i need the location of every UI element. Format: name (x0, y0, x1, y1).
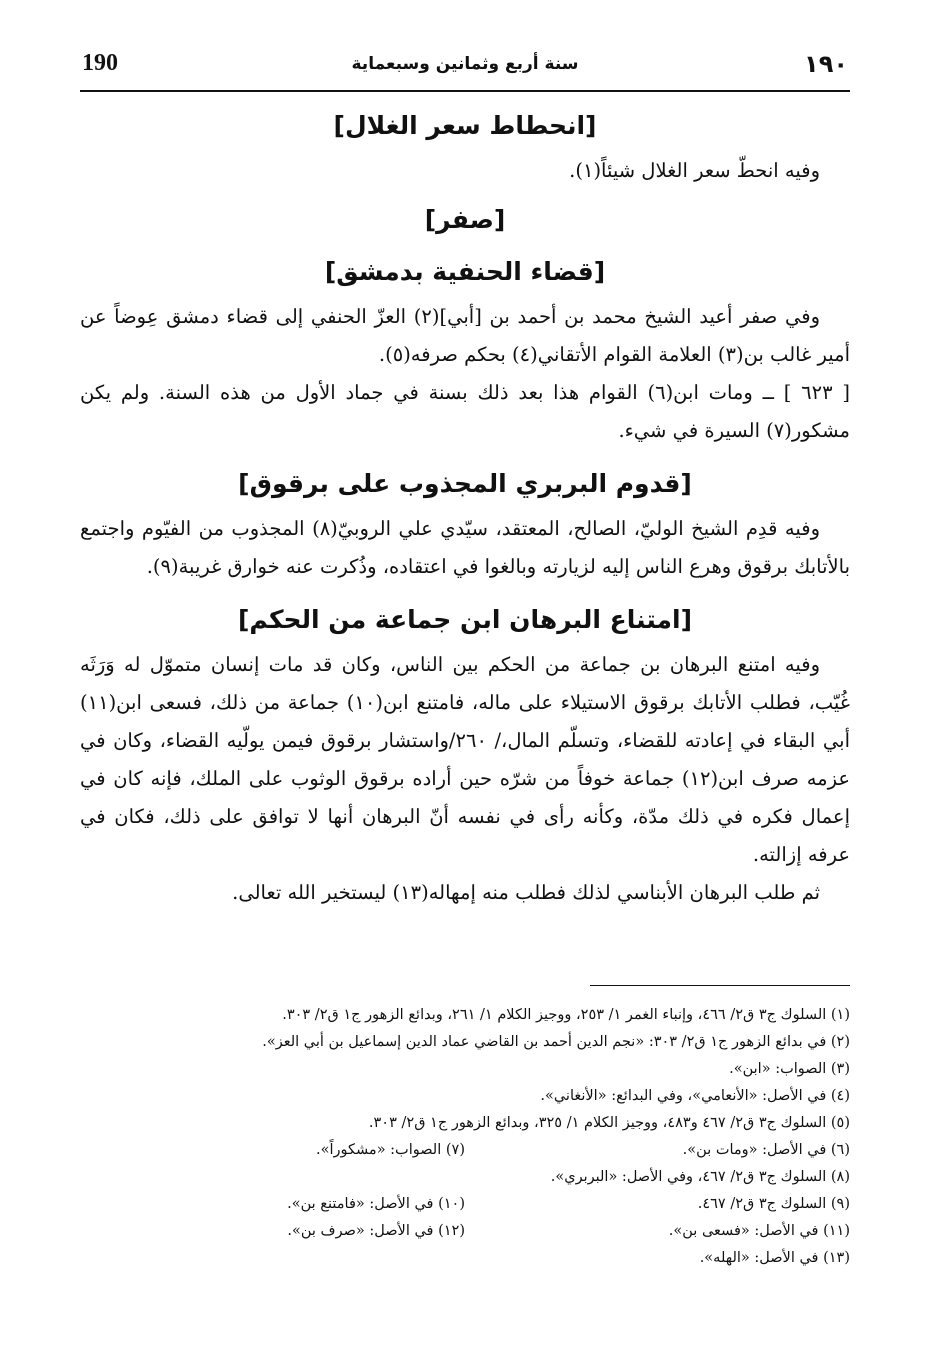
paragraph: وفيه امتنع البرهان بن جماعة من الحكم بين الناس، وكان قد مات إنسان متموّل له وَرَثَه غُيّب، فطلب الأتابك برقوق الاستيلاء على ماله، فامتنع ابن(١٠) جماعة من ذلك، فسعى ابن(١١) أبي البقاء في إعادته للقضاء، وتسلّم المال،/ ٢٦٠/واستشار برقوق فيمن يولّيه القضاء، وكان في عزمه صرف ابن(١٢) جماعة خوفاً من شرّه حين أراده برقوق الوثوب على الملك، فإنه كان في إعمال فكره في ذلك مدّة، وكأنه رأى في نفسه أنّ البرهان أنها لا توافق على ذلك، فكان في عرفه إزالته. (80, 653, 850, 866)
page-number-arabic: ١٩٠ (804, 50, 848, 78)
footnote: (٤) في الأصل: «الأنعامي»، وفي البدائع: «الأنغاني». (540, 1088, 850, 1104)
paragraph: ثم طلب البرهان الأبناسي لذلك فطلب منه إمهاله(١٣) ليستخير الله تعالى. (232, 881, 820, 904)
footnote: (٢) في بدائع الزهور ج١ ق٢/ ٣٠٣: «نجم الدين أحمد بن القاضي عماد الدين إسماعيل بن أبي العز». (262, 1034, 850, 1050)
footnote: (٦) في الأصل: «ومات بن». (682, 1142, 850, 1158)
footnote: (١١) في الأصل: «فسعى بن». (668, 1223, 850, 1239)
section-heading: [قدوم البربري المجذوب على برقوق] (238, 469, 692, 498)
footnote: (٩) السلوك ج٣ ق٢/ ٤٦٧. (697, 1196, 850, 1212)
footnote: (١٢) في الأصل: «صرف بن». (287, 1223, 465, 1239)
footnote-row (80, 1191, 850, 1218)
paragraph: وفيه انحطّ سعر الغلال شيئاً(١). (569, 159, 820, 182)
footnote: (٨) السلوك ج٣ ق٢/ ٤٦٧، وفي الأصل: «البربري». (550, 1169, 850, 1185)
footnote-divider (590, 985, 850, 986)
paragraph: وفي صفر أعيد الشيخ محمد بن أحمد بن [أبي](٢) العزّ الحنفي إلى قضاء دمشق عِوضاً عن أمير غالب بن(٣) العلامة القوام الأتقاني(٤) بحكم صرفه(٥). (80, 305, 850, 366)
footnote: (٧) الصواب: «مشكوراً». (315, 1142, 465, 1158)
footnote: (١٣) في الأصل: «الهله». (699, 1250, 850, 1266)
footnote: (١٠) في الأصل: «فامتنع بن». (287, 1196, 465, 1212)
paragraph: وفيه قدِم الشيخ الوليّ، الصالح، المعتقد، سيّدي علي الروبيّ(٨) المجذوب من الفيّوم واجتمع بالأتابك برقوق وهرع الناس إليه لزيارته وبالغوا في اعتقاده، وذُكرت عنه خوارق غريبة(٩). (80, 517, 850, 578)
page-number-latin: 190 (82, 50, 118, 76)
paragraph: [ ٦٢٣ ] ــ ومات ابن(٦) القوام هذا بعد ذلك بسنة في جماد الأول من هذه السنة. ولم يكن مشكور(٧) السيرة في شيء. (80, 381, 850, 442)
section-heading: [قضاء الحنفية بدمشق] (324, 257, 606, 286)
running-title: سنة أربع وثمانين وسبعماية (351, 54, 579, 74)
footnote-row (80, 1218, 850, 1245)
page-header (80, 48, 850, 92)
footnote-row (80, 1137, 850, 1164)
footnote: (٥) السلوك ج٣ ق٢/ ٤٦٧ و٤٨٣، ووجيز الكلام ١/ ٣٢٥، وبدائع الزهور ج١ ق٢/ ٣٠٣. (368, 1115, 850, 1131)
footnotes (80, 1002, 850, 1272)
main-text (80, 100, 850, 912)
section-heading: [انحطاط سعر الغلال] (333, 111, 597, 140)
footnote: (١) السلوك ج٣ ق٢/ ٤٦٦، وإنباء الغمر ١/ ٢٥٣، ووجيز الكلام ١/ ٢٦١، وبدائع الزهور ج١ ق٢/ ٣٠٣. (282, 1007, 850, 1023)
month-heading: [صفر] (424, 205, 506, 234)
footnote: (٣) الصواب: «ابن». (729, 1061, 850, 1077)
section-heading: [امتناع البرهان ابن جماعة من الحكم] (237, 605, 693, 634)
